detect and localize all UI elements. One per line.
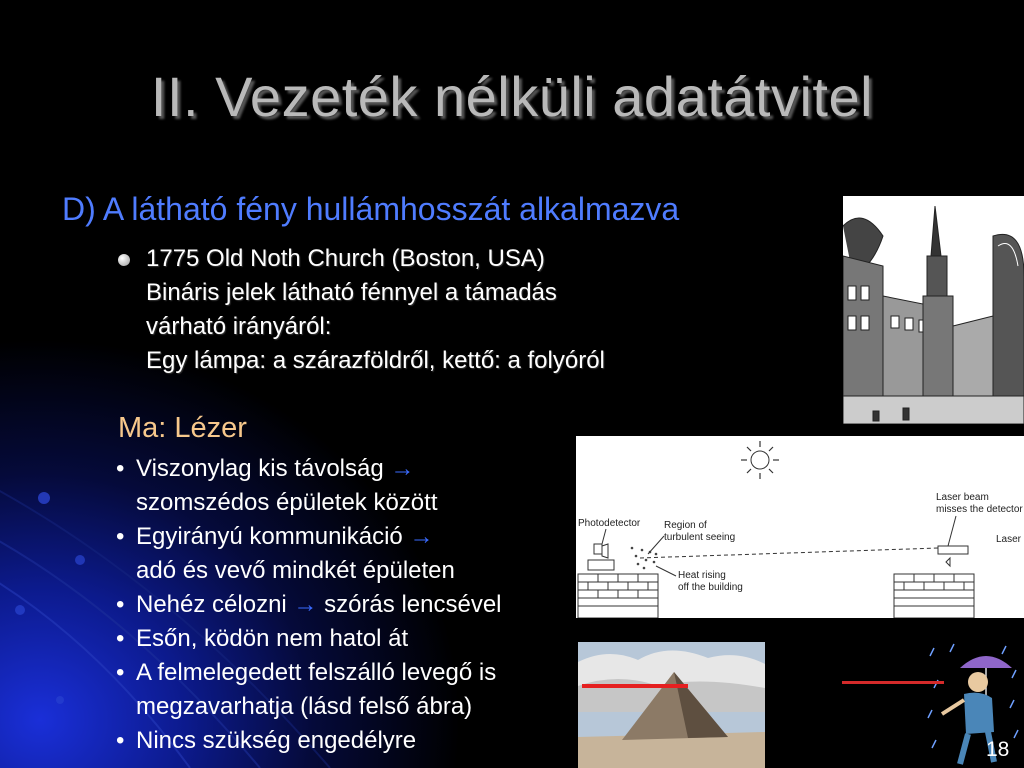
turbulence-label: Region of: [664, 520, 707, 531]
bullet-icon: •: [116, 727, 125, 754]
laser-list: [116, 452, 502, 758]
item-text: A felmelegedett felszálló levegő is: [136, 659, 497, 686]
bullet-icon: •: [116, 455, 125, 482]
pyramid-image: [578, 642, 765, 768]
item-text: Viszonylag kis távolság: [136, 455, 384, 482]
photodetector-label: Photodetector: [578, 518, 641, 529]
heat-label-2: off the building: [678, 582, 743, 593]
list-item: [116, 656, 502, 724]
item-text: Nehéz célozni: [136, 591, 287, 618]
list-item: [116, 520, 502, 588]
item-text-continued: adó és vevő mindkét épületen: [136, 557, 455, 584]
list-item: [116, 622, 502, 656]
bullet-icon: •: [116, 659, 125, 686]
list-item: [116, 452, 502, 520]
item-text: Egyirányú kommunikáció: [136, 523, 403, 550]
laser-beam-line: [842, 681, 944, 684]
history-line: Egy lámpa: a szárazföldről, kettő: a folyóról: [146, 347, 605, 374]
slide-title: II. Vezeték nélküli adatátvitel: [150, 65, 874, 128]
arrow-right-icon: →: [409, 523, 434, 550]
arrow-right-icon: →: [293, 591, 318, 618]
laser-heading: Ma: Lézer: [118, 412, 247, 444]
turbulence-label-2: turbulent seeing: [664, 532, 736, 543]
list-item: [116, 588, 502, 622]
item-text-continued: megzavarhatja (lásd felső ábra): [136, 693, 473, 720]
laser-diagram: [576, 436, 1024, 618]
beam-miss-label-2: misses the detector: [936, 504, 1023, 515]
history-line: várható irányáról:: [146, 313, 332, 340]
history-line: Bináris jelek látható fénnyel a támadás: [146, 279, 557, 306]
arrow-right-icon: →: [390, 455, 415, 482]
history-bullet: [118, 242, 605, 378]
laser-label: Laser: [996, 534, 1022, 545]
item-text: Esőn, ködön nem hatol át: [136, 625, 409, 652]
page-number: 18: [986, 738, 1010, 761]
bullet-icon: •: [116, 625, 125, 652]
item-text-continued: szomszédos épületek között: [136, 489, 438, 516]
church-engraving-image: [843, 196, 1024, 424]
beam-miss-label: Laser beam: [936, 492, 989, 503]
list-item: [116, 724, 502, 758]
bullet-dot-icon: [118, 254, 130, 266]
bullet-icon: •: [116, 591, 125, 618]
item-text: Nincs szükség engedélyre: [136, 727, 417, 754]
slide-subtitle: D) A látható fény hullámhosszát alkalmazva: [62, 191, 680, 227]
heat-label: Heat rising: [678, 570, 726, 581]
item-text-tail: szórás lencsével: [324, 591, 502, 618]
bullet-icon: •: [116, 523, 125, 550]
history-line: 1775 Old Noth Church (Boston, USA): [146, 245, 545, 272]
